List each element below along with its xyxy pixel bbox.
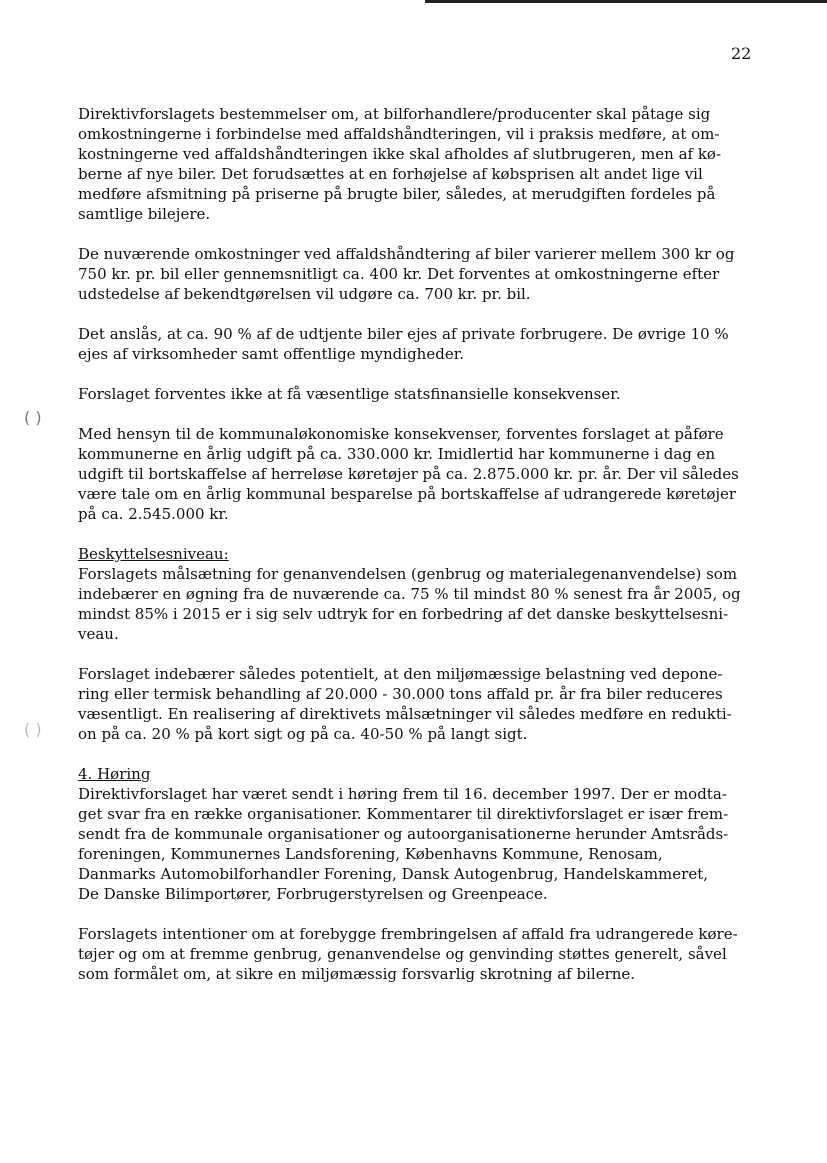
text-line: De nuværende omkostninger ved affaldshåndtering af biler varierer mellem 300 kr og — [78, 245, 735, 263]
text-line: sendt fra de kommunale organisationer og autoorganisationerne herunder Amtsråds- — [78, 825, 729, 843]
text-line: Direktivforslaget har været sendt i høring frem til 16. december 1997. Der er modta- — [78, 785, 727, 803]
section-heading: 4. Høring — [78, 765, 151, 783]
text-line: medføre afsmitning på priserne på brugte biler, således, at merudgiften fordeles på — [78, 185, 716, 203]
paragraph — [78, 664, 758, 744]
text-line: ejes af virksomheder samt offentlige myndigheder. — [78, 345, 464, 363]
text-line: samtlige bilejere. — [78, 205, 211, 223]
text-line: Forslagets målsætning for genanvendelsen (genbrug og materialegenanvendelse) som — [78, 565, 738, 583]
text-line: Forslaget forventes ikke at få væsentlige statsfinansielle konsekvenser. — [78, 385, 621, 403]
text-line: get svar fra en række organisationer. Kommentarer til direktivforslaget er især frem- — [78, 805, 729, 823]
paragraph — [78, 104, 758, 224]
text-line: indebærer en øgning fra de nuværende ca. 75 % til mindst 80 % senest fra år 2005, og — [78, 585, 741, 603]
text-line: væsentligt. En realisering af direktivets målsætninger vil således medføre en redukti- — [78, 705, 732, 723]
document-body — [78, 104, 758, 1004]
text-line: som formålet om, at sikre en miljømæssig forsvarlig skrotning af bilerne. — [78, 965, 636, 983]
paragraph — [78, 924, 758, 984]
text-line: Forslagets intentioner om at forebygge frembringelsen af affald fra udrangerede køre- — [78, 925, 738, 943]
paragraph — [78, 324, 758, 364]
text-line: Det anslås, at ca. 90 % af de udtjente biler ejes af private forbrugere. De øvrige 10 % — [78, 325, 729, 343]
paragraph — [78, 244, 758, 304]
text-line: kommunerne en årlig udgift på ca. 330.000 kr. Imidlertid har kommunerne i dag en — [78, 445, 716, 463]
text-line: ring eller termisk behandling af 20.000 - 30.000 tons affald pr. år fra biler reduceres — [78, 685, 723, 703]
text-line: udstedelse af bekendtgørelsen vil udgøre ca. 700 kr. pr. bil. — [78, 285, 531, 303]
text-line: veau. — [78, 625, 119, 643]
section-heading: Beskyttelsesniveau: — [78, 545, 229, 563]
text-line: Forslaget indebærer således potentielt, at den miljømæssige belastning ved depone- — [78, 665, 723, 683]
text-line: være tale om en årlig kommunal besparelse på bortskaffelse af udrangerede køretøjer — [78, 485, 737, 503]
top-edge-rule — [425, 0, 827, 3]
text-line: Direktivforslagets bestemmelser om, at bilforhandlere/producenter skal påtage sig — [78, 105, 711, 123]
text-line: berne af nye biler. Det forudsættes at en forhøjelse af købsprisen alt andet lige vil — [78, 165, 703, 183]
text-line: udgift til bortskaffelse af herreløse køretøjer på ca. 2.875.000 kr. pr. år. Der vil således — [78, 465, 739, 483]
text-line: på ca. 2.545.000 kr. — [78, 505, 229, 523]
text-line: foreningen, Kommunernes Landsforening, Københavns Kommune, Renosam, — [78, 845, 663, 863]
paragraph — [78, 764, 758, 904]
text-line: on på ca. 20 % på kort sigt og på ca. 40-50 % på langt sigt. — [78, 725, 528, 743]
text-line: Med hensyn til de kommunaløkonomiske konsekvenser, forventes forslaget at påføre — [78, 425, 724, 443]
page-number: 22 — [731, 44, 752, 63]
text-line: tøjer og om at fremme genbrug, genanvendelse og genvinding støttes generelt, såvel — [78, 945, 727, 963]
paragraph — [78, 384, 758, 404]
text-line: Danmarks Automobilforhandler Forening, Dansk Autogenbrug, Handelskammeret, — [78, 865, 708, 883]
text-line: kostningerne ved affaldshåndteringen ikke skal afholdes af slutbrugeren, men af kø- — [78, 145, 722, 163]
paragraph — [78, 424, 758, 524]
paragraph — [78, 544, 758, 644]
text-line: 750 kr. pr. bil eller gennemsnitligt ca. 400 kr. Det forventes at omkostningerne efter — [78, 265, 720, 283]
margin-mark: ( ) — [24, 720, 42, 739]
margin-mark: ( ) — [24, 408, 42, 427]
text-line: mindst 85% i 2015 er i sig selv udtryk for en forbedring af det danske beskyttelsesni- — [78, 605, 729, 623]
text-line: De Danske Bilimportører, Forbrugerstyrelsen og Greenpeace. — [78, 885, 548, 903]
text-line: omkostningerne i forbindelse med affaldshåndteringen, vil i praksis medføre, at om- — [78, 125, 720, 143]
